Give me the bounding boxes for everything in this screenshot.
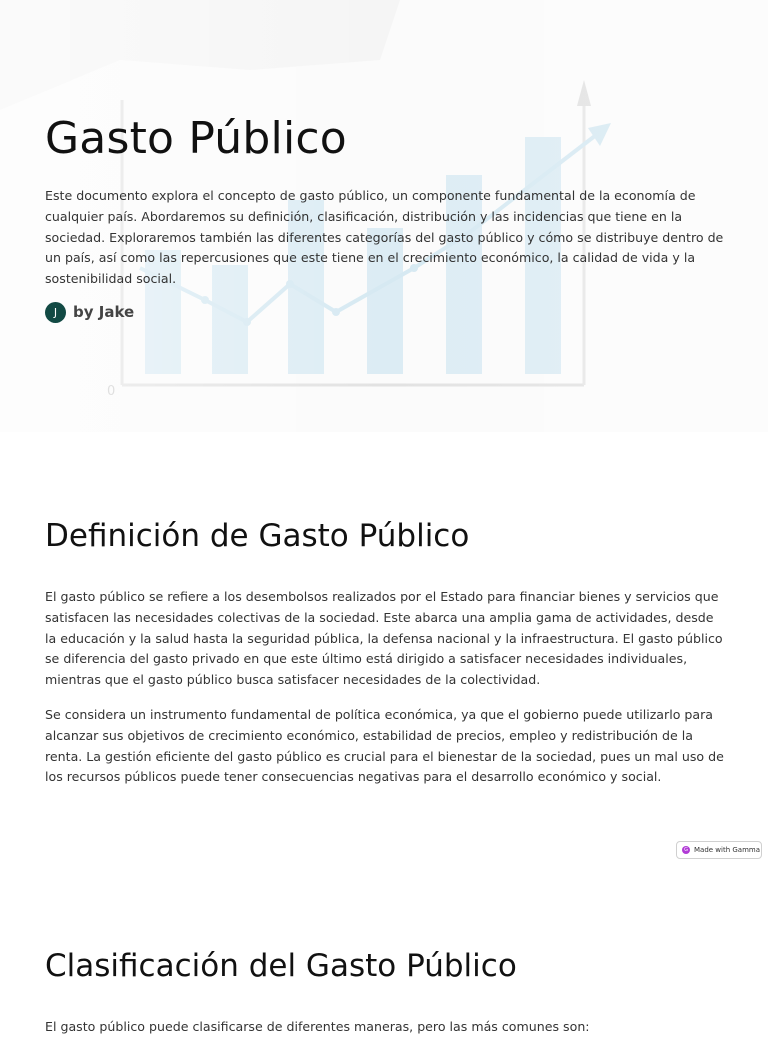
classification-section [45,946,725,1038]
gamma-badge-label: Made with Gamma [694,846,761,854]
definition-paragraph-2: Se considera un instrumento fundamental de política económica, ya que el gobierno puede utilizarlo para alcanzar sus objetivos de crecimiento económico, estabilidad de precios, empleo y redistribución de la renta. La gestión eficiente del gasto público es crucial para el bienestar de la sociedad, pues un mal uso de los recursos públicos puede tener consecuencias negativas para el desarrollo económico y social. [45,706,724,785]
definition-section [45,516,725,788]
definition-paragraph-1: El gasto público se refiere a los desembolsos realizados por el Estado para financiar bienes y servicios que satisfacen las necesidades colectivas de la sociedad. Este abarca una amplia gama de actividades, desde la educación y la salud hasta la seguridad pública, la defensa nacional y la infraestructura. El gasto público se diferencia del gasto privado en que este último está dirigido a satisfacer necesidades individuales, mientras que el gasto público busca satisfacer necesidades de la colectividad. [45,589,723,688]
hero-content [45,112,725,323]
made-with-gamma-badge[interactable] [676,841,762,859]
author-avatar: J [45,302,66,323]
gamma-logo-icon: G [682,846,690,854]
intro-paragraph: Este documento explora el concepto de gasto público, un componente fundamental de la economía de cualquier país. Abordaremos su definición, clasificación, distribución y las incidencias que tiene en la sociedad. Exploraremos también las diferentes categorías del gasto público y cómo se distribuye dentro de un país, así como las repercusiones que este tiene en el crecimiento económico, la calidad de vida y la sostenibilidad social. [45,188,724,287]
classification-heading: Clasificación del Gasto Público [45,948,517,984]
definition-heading: Definición de Gasto Público [45,518,470,554]
author-name: by Jake [73,303,135,322]
page-title: Gasto Público [45,113,347,164]
author-byline [45,302,725,323]
classification-intro: El gasto público puede clasificarse de diferentes maneras, pero las más comunes son: [45,1019,590,1034]
hero-section [0,0,768,432]
